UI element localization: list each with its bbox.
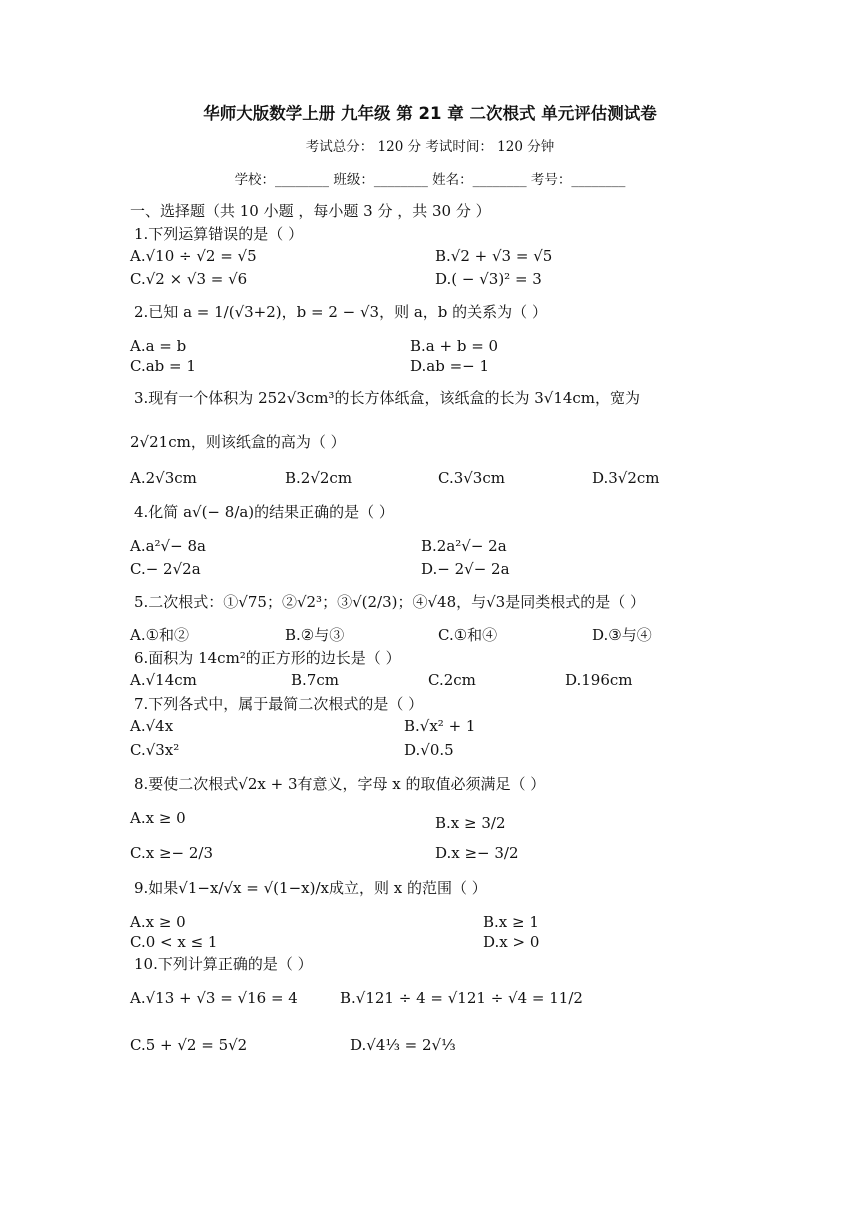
option-b: B.x ≥ 1 [483,913,539,931]
option-b: B.a + b = 0 [410,337,499,355]
option-d: D.( − √3)² = 3 [435,270,542,288]
option-a: A.x ≥ 0 [130,809,186,827]
option-d: D.− 2√− 2a [421,560,510,578]
option-a: A.√10 ÷ √2 = √5 [130,247,257,265]
option-b: B.2√2cm [285,469,353,487]
option-d: D.√4⅓ = 2√⅓ [350,1036,456,1054]
option-c: C.− 2√2a [130,560,201,578]
option-d: D.③与④ [592,626,652,644]
option-c: C.①和④ [438,626,498,644]
option-c: C.3√3cm [438,469,505,487]
option-c: C.√2 × √3 = √6 [130,270,248,288]
question-stem: 2.已知 a = 1/(√3+2)，b = 2 − √3，则 a，b 的关系为（ ） [134,303,547,321]
option-d: D.√0.5 [404,741,454,759]
question-stem-continued: 2√21cm，则该纸盒的高为（ ） [130,433,346,451]
option-c: C.2cm [428,671,476,689]
option-a: A.√14cm [130,671,197,689]
option-a: A.①和② [130,626,190,644]
option-b: B.x ≥ 3/2 [435,814,506,832]
option-b: B.√2 + √3 = √5 [435,247,553,265]
question-stem: 3.现有一个体积为 252√3cm³的长方体纸盒，该纸盒的长为 3√14cm，宽为 [134,389,641,407]
option-d: D.196cm [565,671,633,689]
option-b: B.√x² + 1 [404,717,476,735]
question-stem: 4.化简 a√(− 8/a)的结果正确的是（ ） [134,503,394,521]
option-b: B.2a²√− 2a [421,537,507,555]
option-a: A.a²√− 8a [130,537,206,555]
question-stem: 1.下列运算错误的是（ ） [134,225,304,243]
option-a: A.a = b [130,337,187,355]
option-b: B.7cm [291,671,339,689]
option-c: C.ab = 1 [130,357,196,375]
question-stem: 6.面积为 14cm²的正方形的边长是（ ） [134,649,401,667]
option-c: C.0 < x ≤ 1 [130,933,218,951]
option-c: C.x ≥− 2/3 [130,844,213,862]
option-b: B.②与③ [285,626,345,644]
question-stem: 8.要使二次根式√2x + 3有意义，字母 x 的取值必须满足（ ） [134,775,546,793]
option-a: A.√13 + √3 = √16 = 4 [130,989,298,1007]
section-heading: 一、选择题（共 10 小题 ，每小题 3 分 ，共 30 分 ） [130,202,491,220]
page-title: 华师大版数学上册 九年级 第 21 章 二次根式 单元评估测试卷 [203,104,657,123]
question-stem: 9.如果√1−x/√x = √(1−x)/x成立，则 x 的范围（ ） [134,879,487,897]
option-d: D.x > 0 [483,933,540,951]
option-a: A.√4x [130,717,174,735]
option-d: D.3√2cm [592,469,660,487]
option-c: C.5 + √2 = 5√2 [130,1036,248,1054]
question-stem: 7.下列各式中，属于最简二次根式的是（ ） [134,695,424,713]
exam-meta: 考试总分： 120 分 考试时间： 120 分钟 [305,139,555,155]
question-stem: 10.下列计算正确的是（ ） [134,955,313,973]
question-stem: 5.二次根式：①√75；②√2³；③√(2/3)；④√48，与√3是同类根式的是（ ） [134,593,645,611]
option-a: A.2√3cm [130,469,197,487]
option-d: D.ab =− 1 [410,357,490,375]
option-a: A.x ≥ 0 [130,913,186,931]
option-c: C.√3x² [130,741,180,759]
student-info-fields: 学校：________ 班级：________ 姓名：________ 考号：________ [234,172,626,188]
option-b: B.√121 ÷ 4 = √121 ÷ √4 = 11/2 [340,989,583,1007]
option-d: D.x ≥− 3/2 [435,844,519,862]
